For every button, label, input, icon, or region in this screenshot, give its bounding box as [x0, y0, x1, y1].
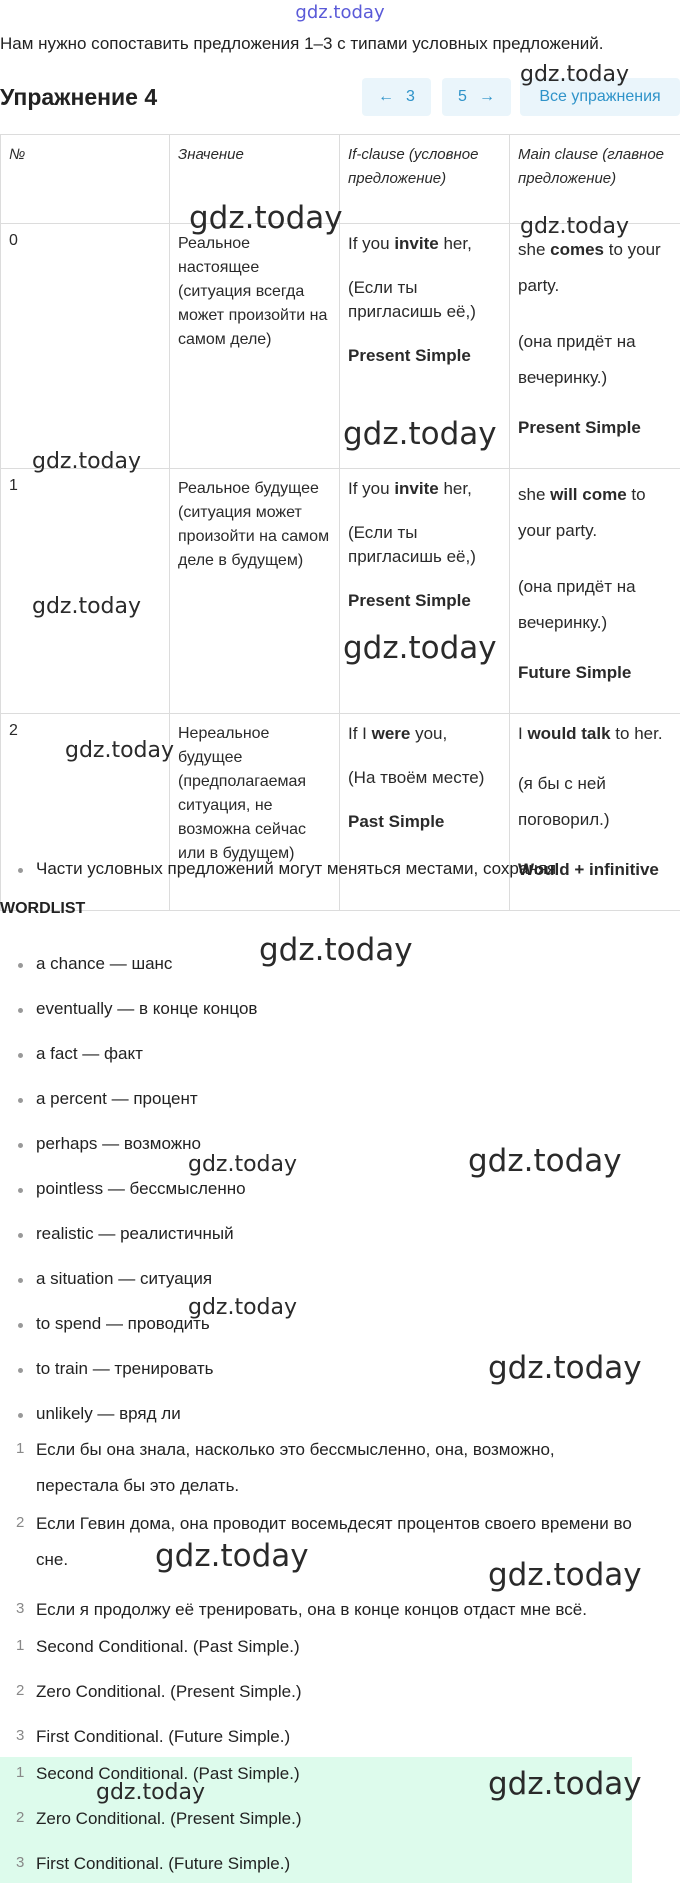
watermark-text: gdz.today [343, 416, 497, 452]
watermark-text: gdz.today [155, 1538, 309, 1574]
row-if-clause: If I were you, (На твоём месте) Past Simple [340, 714, 510, 911]
bullet-icon [18, 1143, 23, 1148]
bullet-icon [18, 1098, 23, 1103]
row-meaning: Нереальное будущее (предполагаемая ситуация, не возможна сейчас или в будущем) [170, 714, 340, 911]
next-exercise-label: 5 [458, 88, 467, 105]
next-exercise-button[interactable] [442, 78, 511, 116]
conditionals-table [0, 134, 680, 911]
intro-text: Нам нужно сопоставить предложения 1–3 с типами условных предложений. [0, 34, 604, 53]
bullet-icon [18, 1323, 23, 1328]
header-num: № [1, 135, 170, 224]
header-main-clause: Main clause (главное предложение) [510, 135, 680, 224]
row-num: 1 [1, 469, 170, 714]
row-num: 0 [1, 224, 170, 469]
watermark-text: gdz.today [188, 1152, 298, 1177]
watermark-text: gdz.today [259, 932, 413, 968]
bullet-icon [18, 1008, 23, 1013]
bullet-icon [18, 1413, 23, 1418]
prev-exercise-button[interactable] [362, 78, 431, 116]
bullet-icon [18, 1233, 23, 1238]
all-exercises-label: Все упражнения [539, 88, 661, 105]
watermark-text: gdz.today [520, 62, 630, 87]
bullet-icon [18, 963, 23, 968]
watermark-text: gdz.today [32, 449, 142, 474]
row-if-clause: If you invite her, (Если ты пригласишь её,) Present Simple [340, 224, 510, 469]
row-meaning: Реальное настоящее (ситуация всегда может произойти на самом деле) [170, 224, 340, 469]
top-watermark: gdz.today [295, 2, 385, 23]
watermark-text: gdz.today [488, 1557, 642, 1593]
row-main-clause: I would talk to her. (я бы с ней поговорил.) Would + infinitive [510, 714, 680, 911]
watermark-text: gdz.today [32, 594, 142, 619]
header-meaning: Значение [170, 135, 340, 224]
exercise-title: Упражнение 4 [0, 84, 158, 110]
watermark-text: gdz.today [188, 1295, 298, 1320]
header-if-clause: If-clause (условное предложение) [340, 135, 510, 224]
watermark-text: gdz.today [488, 1766, 642, 1802]
arrow-right-icon: → [478, 88, 495, 105]
row-num: 2 [1, 714, 170, 911]
bullet-icon [18, 868, 23, 873]
watermark-text: gdz.today [189, 200, 343, 236]
row-meaning: Реальное будущее (ситуация может произойти на самом деле в будущем) [170, 469, 340, 714]
watermark-text: gdz.today [96, 1780, 206, 1805]
table-row [1, 469, 680, 714]
watermark-text: gdz.today [468, 1143, 622, 1179]
row-main-clause: she will come to your party. (она придёт на вечеринку.) Future Simple [510, 469, 680, 714]
watermark-text: gdz.today [520, 214, 630, 239]
watermark-text: gdz.today [488, 1350, 642, 1386]
watermark-text: gdz.today [343, 630, 497, 666]
bullet-icon [18, 1188, 23, 1193]
row-if-clause: If you invite her, (Если ты пригласишь её,) Present Simple [340, 469, 510, 714]
prev-exercise-label: 3 [406, 88, 415, 105]
arrow-left-icon: ← [378, 88, 395, 105]
bullet-icon [18, 1053, 23, 1058]
row-main-clause: she comes to your party. (она придёт на вечеринку.) Present Simple [510, 224, 680, 469]
bullet-icon [18, 1368, 23, 1373]
wordlist-title: WORDLIST [0, 900, 86, 917]
bullet-icon [18, 1278, 23, 1283]
table-row [1, 224, 680, 469]
watermark-text: gdz.today [65, 738, 175, 763]
